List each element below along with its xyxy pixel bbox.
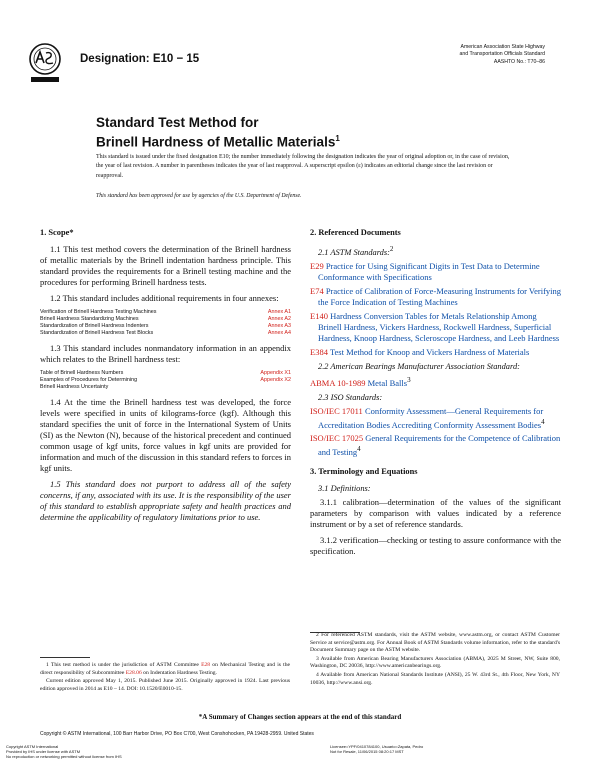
- left-column: [40, 223, 291, 528]
- appendix-link: [231, 384, 291, 391]
- definitions-label: 3.1 Definitions:: [318, 484, 371, 494]
- license-line: Not for Resale, 11/06/2015 08:20:17 MST: [330, 749, 404, 755]
- astm-standards-label: [310, 244, 561, 258]
- appendix-link[interactable]: Appendix X2: [260, 377, 291, 383]
- footnote-3: 3 Available from American Bearing Manufacturers Association (ABMA), 2025 M Street, NW, Suite 800, Washington, DC 20036, http://www.americanbearings.org.: [310, 655, 560, 670]
- definition-verification: 3.1.2 verification—checking or testing to assure conformance with the specification.: [310, 535, 561, 557]
- reference-item: [310, 433, 561, 458]
- footnote-2: 2 For referenced ASTM standards, visit the ASTM website, www.astm.org, or contact ASTM Customer Service at service@astm.org. For Annual Book of ASTM Standards volume information, refer to the standard's Document Summary page on the ASTM website.: [310, 632, 560, 654]
- para-1-5: 1.5 This standard does not purport to address all of the safety concerns, if any, associated with its use. It is the responsibility of the user of this standard to establish appropriate safety and health practices and determine the applicability of regulatory limitations prior to use.: [40, 479, 291, 522]
- footnote-mark[interactable]: 2: [389, 245, 394, 253]
- reference-code-link[interactable]: ISO/IEC 17011: [310, 405, 363, 416]
- reference-code-link[interactable]: ABMA 10-1989: [310, 377, 366, 388]
- para-1-2: 1.2 This standard includes additional requirements in four annexes:: [50, 293, 279, 303]
- reference-title-link[interactable]: Test Method for Knoop and Vickers Hardness of Materials: [329, 346, 530, 357]
- footnote-mark[interactable]: 3: [407, 375, 411, 384]
- title-footnote-mark[interactable]: 1: [335, 133, 340, 143]
- reference-item: [310, 286, 561, 308]
- appendix-row: [40, 377, 291, 384]
- appendix-row: [40, 384, 291, 391]
- annex-list: [40, 309, 291, 337]
- reference-item: [310, 261, 561, 283]
- appendix-row: [40, 370, 291, 377]
- license-line: Copyright ASTM International: [6, 744, 59, 749]
- reference-item: [310, 311, 561, 344]
- astm-label-text: 2.1 ASTM Standards:: [318, 247, 390, 257]
- aashto-line: American Association State Highway: [460, 44, 545, 50]
- reference-item: [310, 347, 561, 358]
- footnotes-right: [310, 632, 560, 688]
- annex-link[interactable]: Annex A3: [267, 323, 291, 329]
- license-right: [330, 744, 423, 754]
- reference-code-link[interactable]: E140: [310, 310, 328, 321]
- license-line: Licensee=YPF/0410784100, Usuario=Zapata, Pedro: [330, 744, 424, 749]
- scope-heading: 1. Scope*: [40, 228, 74, 237]
- footnote-1-text: on Mechanical Testing and is the direct responsibility of Subcommittee: [40, 662, 290, 676]
- annex-link[interactable]: Annex A4: [267, 330, 291, 336]
- annex-label: Verification of Brinell Hardness Testing Machines: [40, 309, 157, 315]
- right-column: [310, 223, 561, 562]
- annex-label: Standardization of Brinell Hardness Test Blocks: [40, 330, 154, 336]
- definition-calibration: 3.1.1 calibration—determination of the values of the significant parameters by comparison with values indicated by a reference instrument or by a set of reference standards.: [310, 497, 561, 530]
- summary-of-changes-note: *A Summary of Changes section appears at the end of this standard: [198, 713, 402, 721]
- terminology-heading: 3. Terminology and Equations: [310, 467, 418, 477]
- annex-row: [40, 323, 291, 330]
- abma-label: 2.2 American Bearings Manufacturer Association Standard:: [318, 361, 520, 371]
- appendix-label: Brinell Hardness Uncertainty: [40, 384, 109, 390]
- footnote-1-text: 1 This test method is under the jurisdiction of ASTM Committee: [46, 662, 202, 668]
- reference-title-link[interactable]: Hardness Conversion Tables for Metals Relationship Among Brinell Hardness, Vickers Hardness, Rockwell Hardness, Superficial Hardness, Knoop Hardness, Scleroscope Hardness, and Leeb Hardness: [318, 310, 560, 343]
- dod-approval: This standard has been approved for use by agencies of the U.S. Department of Defense.: [96, 193, 302, 199]
- title-line-2: Brinell Hardness of Metallic Materials: [96, 134, 336, 149]
- annex-row: [40, 330, 291, 337]
- license-line: No reproduction or networking permitted without license from IHS: [6, 754, 122, 760]
- aashto-note: [355, 44, 545, 66]
- license-left: [6, 744, 122, 760]
- footnote-mark[interactable]: 4: [357, 445, 361, 454]
- appendix-label: Examples of Procedures for Determining: [40, 377, 138, 383]
- intro-note: This standard is issued under the fixed designation E10; the number immediately following the designation indicates the year of original adoption or, in the case of revision, the year of last revision. A number in parentheses indicates the year of last reapproval. A superscript epsilon (ε) indicates an editorial change since the last revision or reapproval.: [96, 154, 510, 179]
- reference-title-link[interactable]: Practice of Calibration of Force-Measuring Instruments for Verifying the Force Indication of Testing Machines: [318, 285, 562, 307]
- reference-code-link[interactable]: E74: [310, 285, 324, 296]
- designation: Designation: E10 − 15: [80, 53, 200, 65]
- license-line: Provided by IHS under license with ASTM: [6, 749, 81, 755]
- footnote-mark[interactable]: 4: [541, 417, 545, 426]
- appendix-list: [40, 370, 291, 391]
- footnote-1-text: on Indentation Hardness Testing.: [141, 669, 217, 676]
- footnote-1-edition: Current edition approved May 1, 2015. Published June 2015. Originally approved in 1924. Last previous edition approved in 2014 as E10 – 14. DOI: 10.1520/E0010-15.: [40, 678, 290, 692]
- annex-link[interactable]: Annex A2: [267, 316, 291, 322]
- reference-title-link[interactable]: Conformity Assessment—General Requirements for Accreditation Bodies Accrediting Conformity Assessment Bodies: [318, 405, 544, 430]
- reference-item: [310, 375, 561, 389]
- e28-link[interactable]: E28: [201, 662, 211, 668]
- annex-link[interactable]: Annex A1: [267, 309, 291, 315]
- reference-code-link[interactable]: E384: [310, 346, 328, 357]
- annex-label: Brinell Hardness Standardizing Machines: [40, 316, 139, 322]
- para-1-1: 1.1 This test method covers the determination of the Brinell hardness of metallic materials by the Brinell indentation hardness principle. This standard provides the requirements for a Brinell testing machine and the procedures for performing Brinell hardness tests.: [40, 244, 291, 287]
- aashto-line: and Transportation Officials Standard: [459, 51, 545, 58]
- reference-code-link[interactable]: ISO/IEC 17025: [310, 433, 364, 444]
- para-1-3: 1.3 This standard includes nonmandatory information in an appendix which relates to the Brinell hardness test:: [40, 343, 291, 364]
- footnote-4: 4 Available from American National Standards Institute (ANSI), 25 W. 43rd St., 4th Floor, New York, NY 10036, http://www.ansi.org.: [310, 671, 560, 686]
- annex-row: [40, 309, 291, 316]
- aashto-line: AASHTO No.: T70–86: [493, 58, 545, 65]
- annex-row: [40, 316, 291, 323]
- footnotes-left: [40, 662, 290, 694]
- annex-label: Standardization of Brinell Hardness Indenters: [40, 323, 149, 329]
- iso-label: 2.3 ISO Standards:: [318, 392, 383, 402]
- reference-title-link[interactable]: Metal Balls: [367, 377, 408, 388]
- referenced-documents-heading: 2. Referenced Documents: [310, 228, 401, 237]
- appendix-label: Table of Brinell Hardness Numbers: [40, 370, 124, 376]
- e2806-link[interactable]: E28.06: [125, 669, 142, 676]
- copyright-line: Copyright © ASTM International, 100 Barr Harbor Drive, PO Box C700, West Conshohocken, PA 19428-2959. United States: [40, 731, 314, 737]
- footnote-rule: [40, 657, 90, 658]
- document-title: [96, 115, 340, 150]
- astm-logo: [27, 43, 63, 87]
- appendix-link[interactable]: Appendix X1: [260, 370, 291, 376]
- footnote-1: [40, 662, 290, 677]
- para-1-4: 1.4 At the time the Brinell hardness test was developed, the force levels were specified in units of kilograms-force (kgf). Although this standard specifies the unit of force in the International System of Units (SI) as the Newton (N), because of the historical precedent and continued common usage of kgf units, force values in kgf units are provided for information and much of the discussion in this standard refers to forces in kgf units.: [40, 397, 291, 473]
- reference-code-link[interactable]: E29: [310, 260, 324, 271]
- title-line-1: Standard Test Method for: [96, 115, 259, 130]
- reference-title-link[interactable]: General Requirements for the Competence of Calibration and Testing: [318, 433, 561, 458]
- reference-title-link[interactable]: Practice for Using Significant Digits in Test Data to Determine Conformance with Specifications: [318, 260, 540, 282]
- reference-item: [310, 406, 561, 431]
